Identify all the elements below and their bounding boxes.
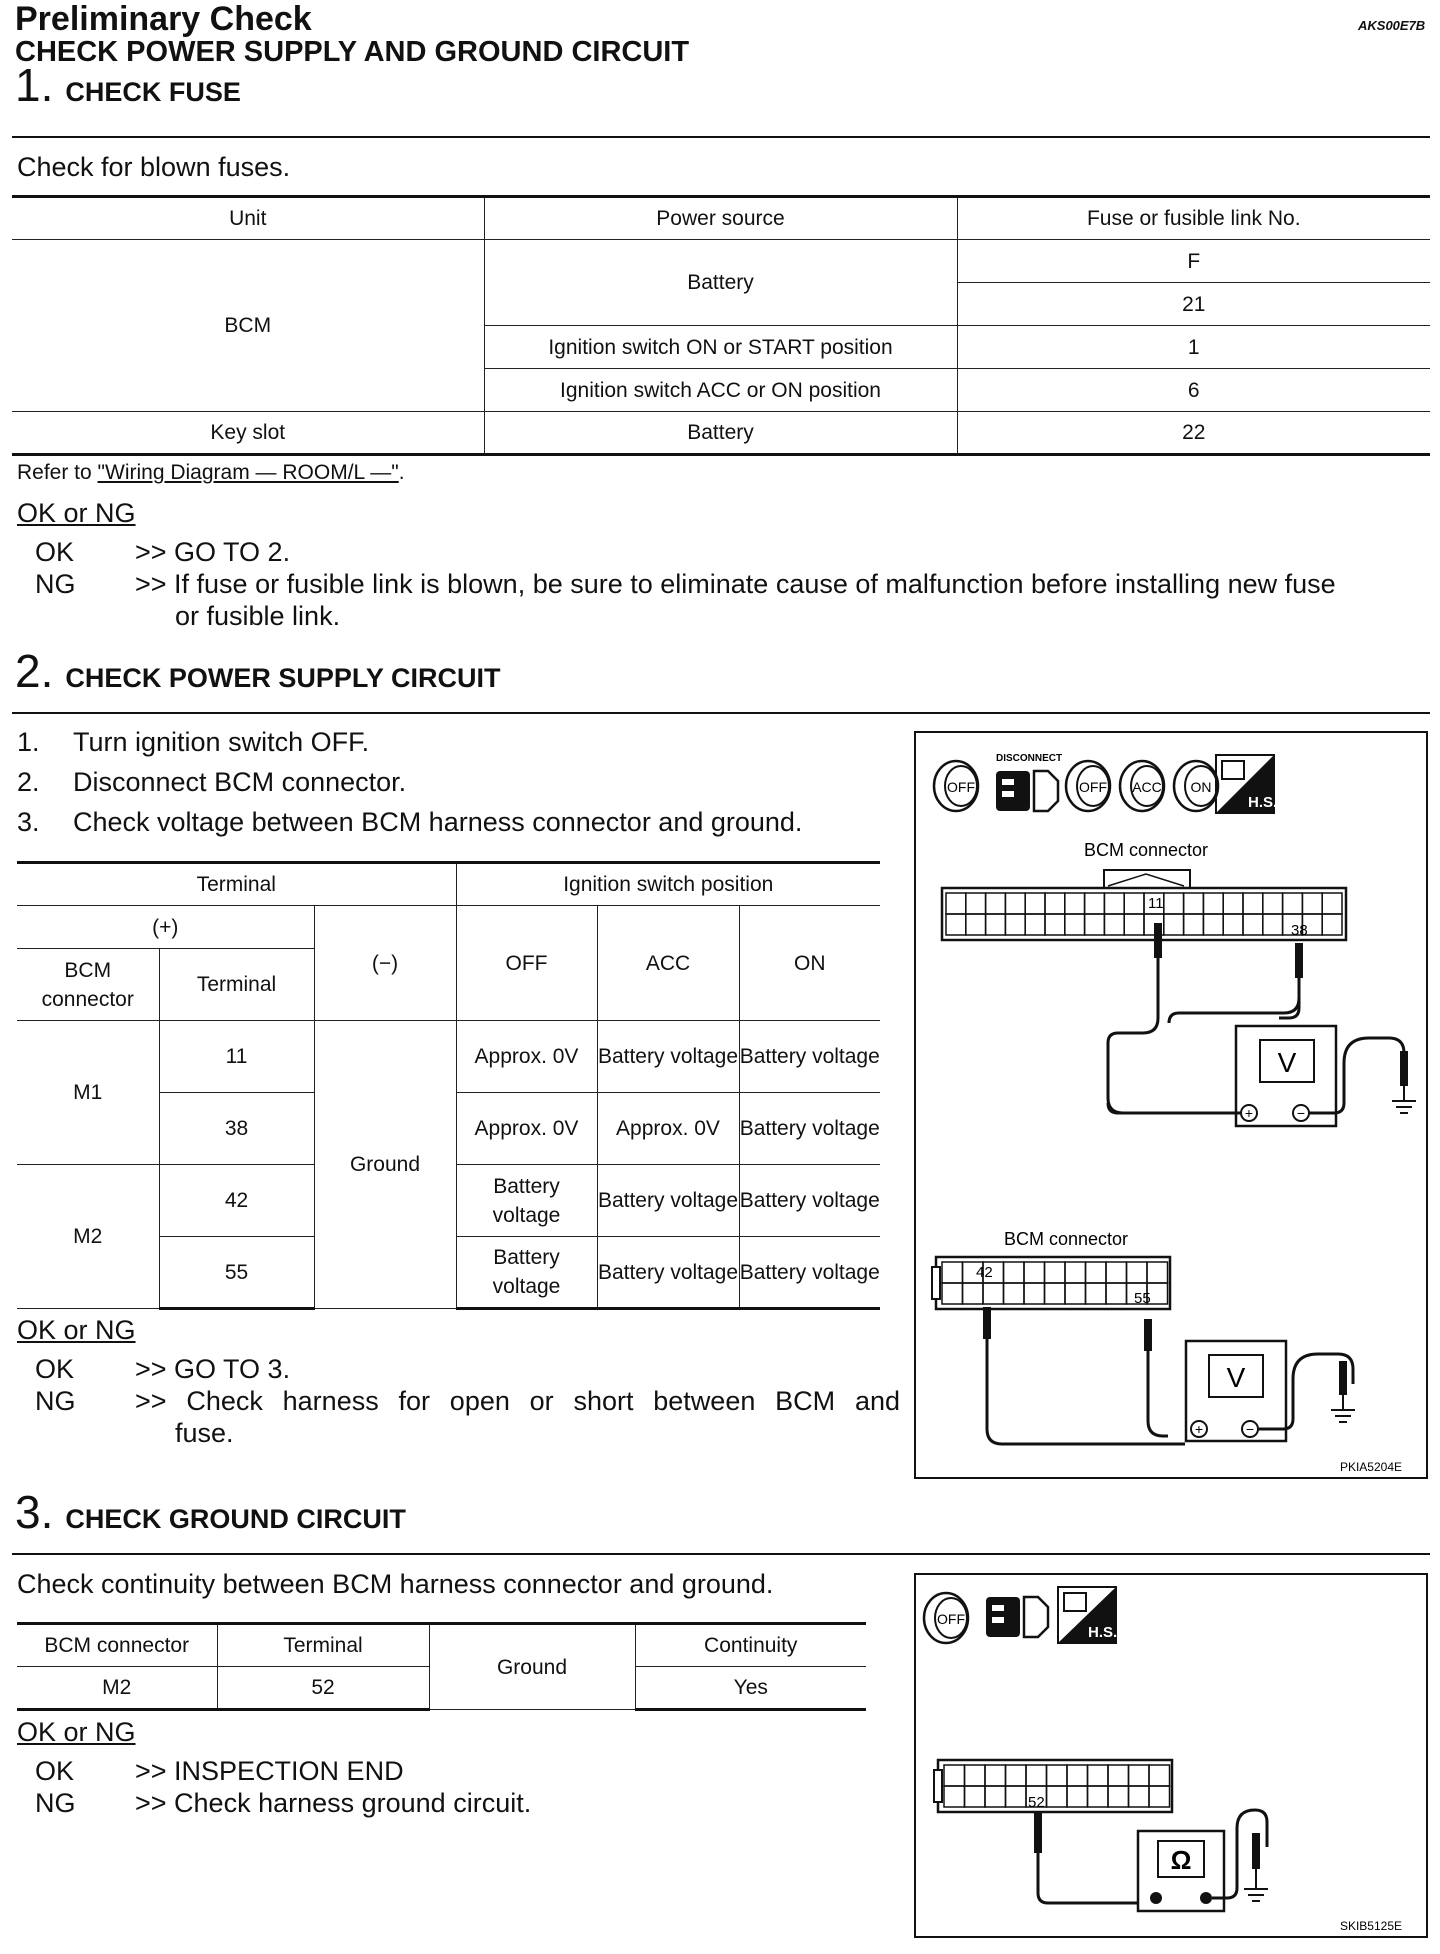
disconnect-label: DISCONNECT bbox=[996, 753, 1063, 764]
fuse-table-header: Power source bbox=[484, 197, 957, 240]
step-2-label: CHECK POWER SUPPLY CIRCUIT bbox=[65, 663, 501, 693]
refer-line bbox=[17, 461, 405, 485]
continuity-header: Continuity bbox=[635, 1624, 866, 1667]
figure-code: SKIB5125E bbox=[1339, 1919, 1402, 1933]
step-3-heading bbox=[15, 1485, 406, 1539]
voltage-table-cell: Approx. 0V bbox=[456, 1093, 597, 1165]
fuse-power-source: Battery bbox=[484, 412, 957, 455]
voltage-table-on: ON bbox=[739, 906, 880, 1021]
fuse-power-source: Ignition switch ACC or ON position bbox=[484, 369, 957, 412]
voltage-table-header-terminal: Terminal bbox=[17, 863, 456, 906]
continuity-table bbox=[17, 1622, 866, 1711]
hs-label: H.S. bbox=[1248, 794, 1278, 811]
pin-label: 11 bbox=[1148, 895, 1164, 912]
list-text: Disconnect BCM connector. bbox=[73, 767, 407, 797]
voltmeter-bottom bbox=[1186, 1341, 1355, 1441]
fuse-table-header: Fuse or fusible link No. bbox=[957, 197, 1430, 240]
step-1-instruction: Check for blown fuses. bbox=[17, 152, 291, 182]
ng-text: >> If fuse or fusible link is blown, be sure to eliminate cause of malfunction before installing new fuse bbox=[135, 569, 1336, 599]
ignition-off-icon bbox=[1066, 761, 1110, 811]
pin-label: 52 bbox=[1028, 1794, 1045, 1811]
harness-side-icon bbox=[1058, 1587, 1117, 1643]
ok-or-ng-heading: OK or NG bbox=[17, 1315, 136, 1345]
voltage-table-plus: (+) bbox=[17, 906, 314, 949]
fuse-table bbox=[12, 195, 1430, 456]
pin-label: 55 bbox=[1134, 1290, 1151, 1307]
voltage-table-connector: M2 bbox=[17, 1165, 159, 1309]
figure-continuity-check bbox=[914, 1573, 1428, 1938]
voltage-table-terminal: Terminal bbox=[159, 949, 314, 1021]
voltage-table-cell: Approx. 0V bbox=[456, 1021, 597, 1093]
continuity-cell: 52 bbox=[217, 1667, 429, 1710]
step-3-instruction: Check continuity between BCM harness connector and ground. bbox=[17, 1569, 774, 1599]
continuity-cell: Yes bbox=[635, 1667, 866, 1710]
voltage-table-acc: ACC bbox=[597, 906, 739, 1021]
ng-text-continued: or fusible link. bbox=[175, 601, 341, 631]
fuse-number: 6 bbox=[957, 369, 1430, 412]
voltage-table-off: OFF bbox=[456, 906, 597, 1021]
ng-key: NG bbox=[35, 1386, 76, 1416]
figure-continuity-svg bbox=[916, 1575, 1426, 1936]
voltage-table-ground: Ground bbox=[314, 1021, 456, 1309]
step-2-list-item bbox=[17, 727, 369, 758]
list-number: 3. bbox=[17, 807, 40, 837]
meter-label: V bbox=[1277, 1047, 1297, 1078]
list-number: 2. bbox=[17, 767, 40, 797]
ok-text: >> GO TO 3. bbox=[135, 1354, 291, 1384]
ok-text: >> GO TO 2. bbox=[135, 537, 291, 567]
ok-key: OK bbox=[35, 1756, 75, 1786]
list-text: Check voltage between BCM harness connector and ground. bbox=[73, 807, 803, 837]
step-1-number: 1. bbox=[15, 59, 54, 111]
refer-prefix: Refer to bbox=[17, 461, 98, 484]
key-label: ACC bbox=[1132, 779, 1162, 795]
disconnect-connector-icon bbox=[986, 1597, 1048, 1637]
ng-result bbox=[15, 1386, 900, 1417]
step-2-list-item bbox=[17, 807, 802, 838]
meter-label: V bbox=[1226, 1362, 1246, 1393]
key-label: OFF bbox=[1079, 779, 1107, 795]
wiring-diagram-link[interactable]: "Wiring Diagram — ROOM/L —" bbox=[97, 461, 399, 484]
probe-tip bbox=[983, 1307, 991, 1339]
svg-text:−: − bbox=[1296, 1105, 1306, 1121]
voltage-table-cell: Approx. 0V bbox=[597, 1093, 739, 1165]
ignition-acc-icon bbox=[1120, 761, 1164, 811]
ng-result bbox=[15, 1788, 531, 1819]
continuity-header: BCM connector bbox=[17, 1624, 217, 1667]
continuity-ground: Ground bbox=[429, 1624, 635, 1710]
voltmeter-top bbox=[1236, 1026, 1416, 1126]
voltage-table-header-ignition: Ignition switch position bbox=[456, 863, 880, 906]
key-label: OFF bbox=[937, 1611, 965, 1627]
ignition-on-icon bbox=[1174, 761, 1218, 811]
ignition-off-icon bbox=[924, 1593, 968, 1643]
ng-key: NG bbox=[35, 569, 76, 599]
voltage-table-cell: Battery voltage bbox=[739, 1165, 880, 1237]
harness-side-icon bbox=[1216, 755, 1277, 813]
pin-label: 38 bbox=[1291, 922, 1308, 939]
ng-key: NG bbox=[35, 1788, 76, 1818]
fuse-number: 22 bbox=[957, 412, 1430, 455]
voltage-table-cell: Battery voltage bbox=[456, 1237, 597, 1309]
voltage-table bbox=[17, 861, 880, 1310]
disconnect-connector-icon bbox=[996, 753, 1062, 811]
voltage-table-cell: Battery voltage bbox=[739, 1237, 880, 1309]
voltage-table-term: 11 bbox=[159, 1021, 314, 1093]
ok-or-ng-heading: OK or NG bbox=[17, 498, 136, 528]
svg-text:−: − bbox=[1245, 1421, 1255, 1437]
figure-voltage-svg bbox=[916, 733, 1426, 1477]
voltage-table-cell: Battery voltage bbox=[739, 1021, 880, 1093]
ok-or-ng-heading: OK or NG bbox=[17, 1717, 136, 1747]
bcm-connector bbox=[934, 1760, 1172, 1812]
fuse-power-source: Ignition switch ON or START position bbox=[484, 326, 957, 369]
step-3-label: CHECK GROUND CIRCUIT bbox=[65, 1504, 406, 1534]
probe-wires-bottom bbox=[987, 1339, 1185, 1444]
page-subtitle: CHECK POWER SUPPLY AND GROUND CIRCUIT bbox=[15, 36, 690, 68]
voltage-table-bcm-connector: BCM connector bbox=[17, 949, 159, 1021]
document-id: AKS00E7B bbox=[1358, 18, 1426, 33]
continuity-cell: M2 bbox=[17, 1667, 217, 1710]
voltage-table-minus: (−) bbox=[314, 906, 456, 1021]
fuse-power-source: Battery bbox=[484, 240, 957, 326]
fuse-unit-bcm: BCM bbox=[12, 240, 484, 412]
ok-key: OK bbox=[35, 537, 75, 567]
fuse-number: 1 bbox=[957, 326, 1430, 369]
ok-text: >> INSPECTION END bbox=[135, 1756, 404, 1786]
step-1-label: CHECK FUSE bbox=[65, 77, 241, 107]
voltage-table-connector: M1 bbox=[17, 1021, 159, 1165]
list-number: 1. bbox=[17, 727, 40, 757]
hs-label: H.S. bbox=[1088, 1624, 1118, 1641]
pin-label: 42 bbox=[976, 1264, 993, 1281]
figure-voltage-check bbox=[914, 731, 1428, 1479]
key-label: ON bbox=[1190, 779, 1212, 795]
voltage-table-cell: Battery voltage bbox=[597, 1165, 739, 1237]
connector-label: BCM connector bbox=[1083, 840, 1209, 860]
step-1-heading bbox=[15, 58, 241, 112]
svg-text:+: + bbox=[1244, 1105, 1254, 1121]
refer-suffix: . bbox=[398, 461, 405, 484]
list-text: Turn ignition switch OFF. bbox=[73, 727, 370, 757]
ohmmeter bbox=[1138, 1810, 1268, 1911]
step-2-list-item bbox=[17, 767, 406, 798]
voltage-table-term: 55 bbox=[159, 1237, 314, 1309]
ng-text: >> Check harness ground circuit. bbox=[135, 1788, 532, 1818]
ok-result bbox=[15, 537, 290, 568]
bcm-connector-top bbox=[942, 870, 1346, 940]
voltage-table-term: 38 bbox=[159, 1093, 314, 1165]
meter-label: Ω bbox=[1170, 1845, 1192, 1875]
step-2-heading bbox=[15, 644, 500, 698]
divider bbox=[12, 1553, 1430, 1555]
fuse-unit-key-slot: Key slot bbox=[12, 412, 484, 455]
page-title: Preliminary Check bbox=[15, 0, 312, 38]
voltage-table-cell: Battery voltage bbox=[597, 1021, 739, 1093]
ok-key: OK bbox=[35, 1354, 75, 1384]
probe-tip bbox=[1144, 1319, 1152, 1351]
continuity-header: Terminal bbox=[217, 1624, 429, 1667]
voltage-table-cell: Battery voltage bbox=[456, 1165, 597, 1237]
probe-tip bbox=[1154, 923, 1162, 958]
key-label: OFF bbox=[947, 779, 975, 795]
connector-label: BCM connector bbox=[1003, 1229, 1129, 1249]
probe-tip bbox=[1295, 943, 1303, 978]
voltage-table-term: 42 bbox=[159, 1165, 314, 1237]
ng-result bbox=[15, 569, 1336, 600]
figure-code: PKIA5204E bbox=[1339, 1460, 1402, 1474]
fuse-table-header: Unit bbox=[12, 197, 484, 240]
step-2-number: 2. bbox=[15, 645, 54, 697]
fuse-number: 21 bbox=[957, 283, 1430, 326]
ok-result bbox=[15, 1354, 290, 1385]
ng-text: >> Check harness for open or short between BCM and bbox=[135, 1386, 900, 1416]
probe-tip bbox=[1034, 1813, 1042, 1853]
step-3-number: 3. bbox=[15, 1486, 54, 1538]
bcm-connector-bottom bbox=[932, 1257, 1170, 1309]
ok-result bbox=[15, 1756, 404, 1787]
divider bbox=[12, 136, 1430, 138]
divider bbox=[12, 712, 1430, 714]
svg-text:+: + bbox=[1194, 1421, 1204, 1437]
voltage-table-cell: Battery voltage bbox=[739, 1093, 880, 1165]
ignition-off-icon bbox=[934, 761, 978, 811]
ng-text-continued: fuse. bbox=[175, 1418, 234, 1448]
voltage-table-cell: Battery voltage bbox=[597, 1237, 739, 1309]
fuse-number: F bbox=[957, 240, 1430, 283]
